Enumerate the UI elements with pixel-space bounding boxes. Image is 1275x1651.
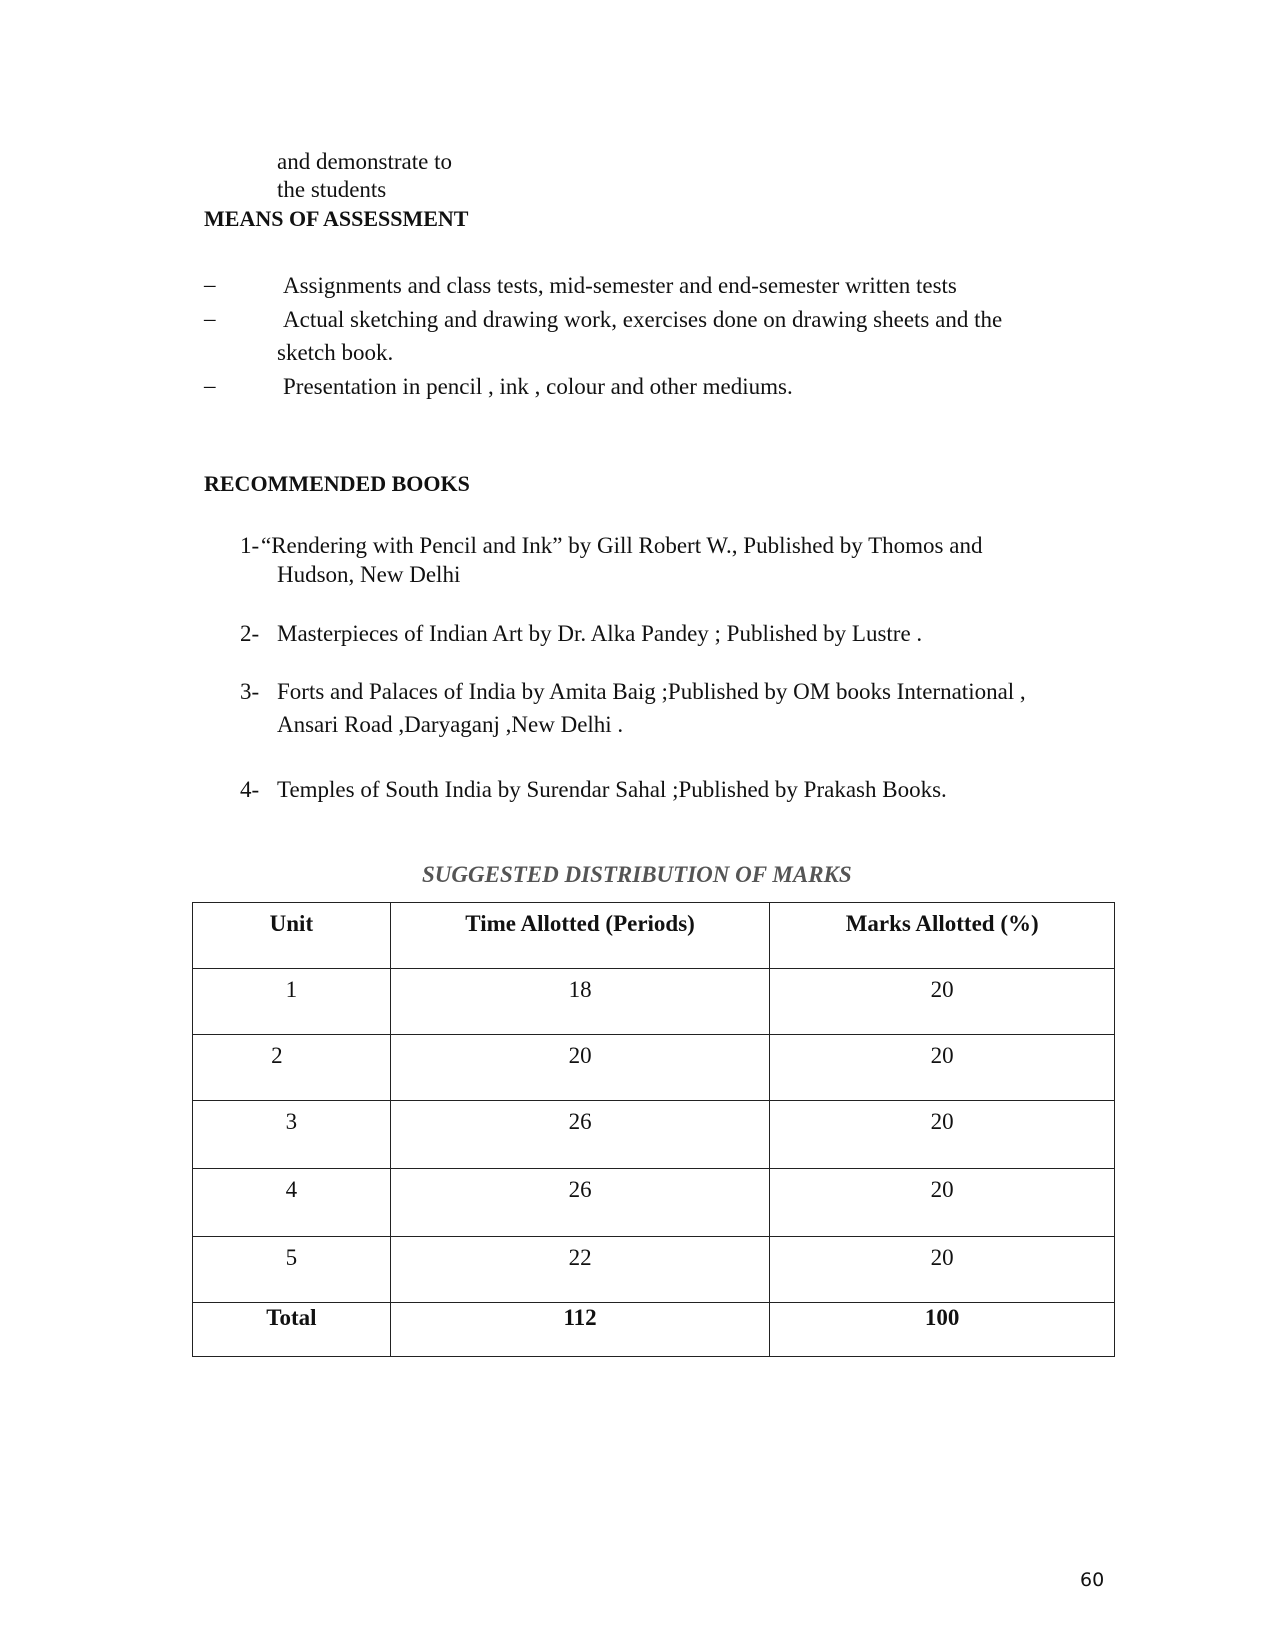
- book-item: Masterpieces of Indian Art by Dr. Alka Pandey ; Published by Lustre .: [277, 621, 923, 646]
- cell-unit: 1: [193, 969, 391, 1035]
- cell-periods: 20: [390, 1035, 770, 1101]
- table-row: [193, 1035, 1115, 1101]
- marks-table: [192, 902, 1115, 1357]
- assessment-item: Assignments and class tests, mid-semester and end-semester written tests: [283, 273, 957, 298]
- cell-marks: 20: [770, 1237, 1115, 1303]
- cell-marks: 20: [770, 969, 1115, 1035]
- table-row: [193, 1237, 1115, 1303]
- cell-unit: 3: [193, 1101, 391, 1169]
- cell-periods: 26: [390, 1169, 770, 1237]
- header-time-allotted: Time Allotted (Periods): [390, 903, 770, 969]
- book-item-marker: 3-: [240, 679, 260, 704]
- cell-unit: 2: [193, 1035, 391, 1101]
- cell-marks: 20: [770, 1035, 1115, 1101]
- marks-table-title: SUGGESTED DISTRIBUTION OF MARKS: [422, 862, 852, 887]
- book-item-marker: 1-: [240, 533, 260, 558]
- assessment-item-continued: sketch book.: [277, 340, 394, 365]
- books-heading: RECOMMENDED BOOKS: [204, 471, 470, 496]
- book-item: Forts and Palaces of India by Amita Baig ;Published by OM books International ,: [277, 679, 1026, 704]
- bullet-dash: –: [204, 272, 216, 297]
- table-row: [193, 1169, 1115, 1237]
- cell-periods: 26: [390, 1101, 770, 1169]
- cell-unit: 4: [193, 1169, 391, 1237]
- header-unit: Unit: [193, 903, 391, 969]
- cell-unit: 5: [193, 1237, 391, 1303]
- table-row: [193, 969, 1115, 1035]
- total-label: Total: [193, 1303, 391, 1357]
- total-marks: 100: [770, 1303, 1115, 1357]
- intro-line: and demonstrate to: [277, 149, 453, 174]
- bullet-dash: –: [204, 373, 216, 398]
- page-number: 60: [1080, 1569, 1105, 1591]
- assessment-item: Presentation in pencil , ink , colour and other mediums.: [283, 374, 793, 399]
- cell-marks: 20: [770, 1169, 1115, 1237]
- table-total-row: [193, 1303, 1115, 1357]
- table-row: [193, 1101, 1115, 1169]
- header-marks-allotted: Marks Allotted (%): [770, 903, 1115, 969]
- bullet-dash: –: [204, 306, 216, 331]
- book-item-marker: 2-: [240, 621, 260, 646]
- cell-marks: 20: [770, 1101, 1115, 1169]
- total-periods: 112: [390, 1303, 770, 1357]
- book-item-continued: Ansari Road ,Daryaganj ,New Delhi .: [277, 712, 624, 737]
- book-item-continued: Hudson, New Delhi: [277, 562, 461, 587]
- book-item: “Rendering with Pencil and Ink” by Gill Robert W., Published by Thomos and: [261, 533, 983, 558]
- book-item: Temples of South India by Surendar Sahal ;Published by Prakash Books.: [277, 777, 947, 802]
- assessment-heading: MEANS OF ASSESSMENT: [204, 206, 469, 231]
- cell-periods: 18: [390, 969, 770, 1035]
- table-header-row: [193, 903, 1115, 969]
- cell-periods: 22: [390, 1237, 770, 1303]
- book-item-marker: 4-: [240, 777, 260, 802]
- intro-line: the students: [277, 177, 387, 202]
- assessment-item: Actual sketching and drawing work, exercises done on drawing sheets and the: [283, 307, 1003, 332]
